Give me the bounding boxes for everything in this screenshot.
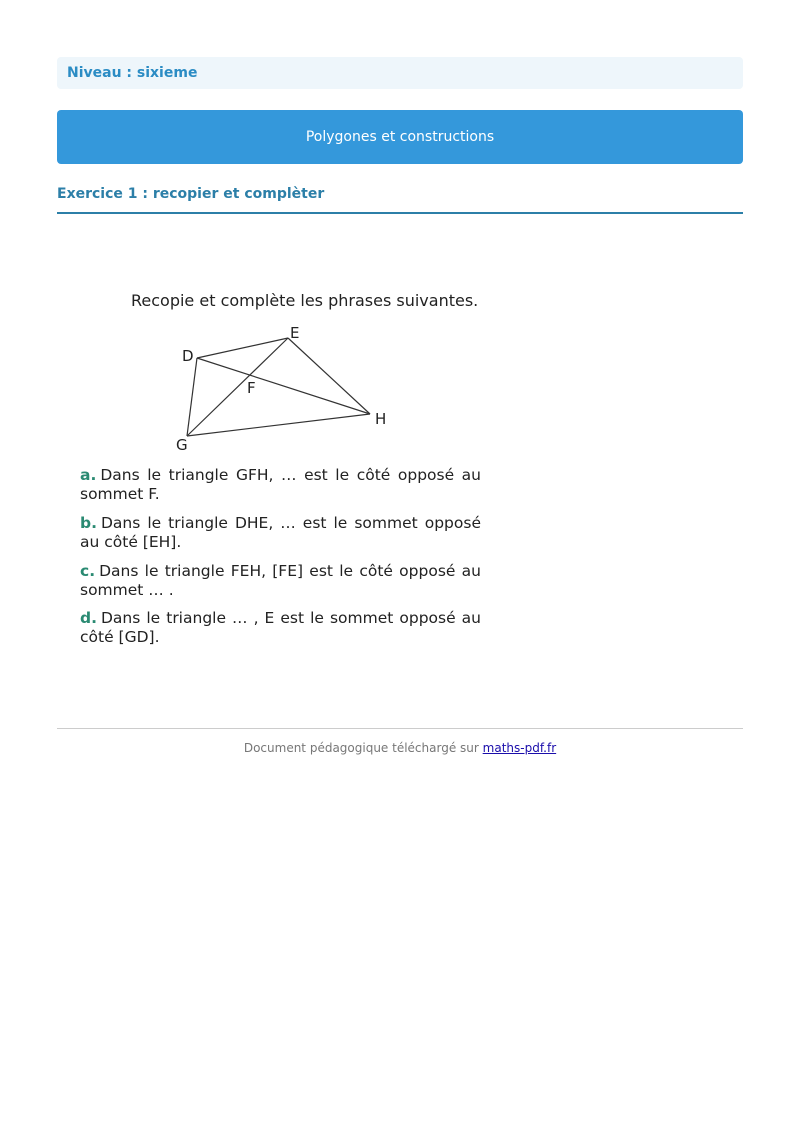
- footer-link[interactable]: maths-pdf.fr: [482, 741, 557, 755]
- label-f: F: [247, 379, 256, 397]
- question-letter: a.: [80, 466, 97, 484]
- footer-text: Document pédagogique téléchargé sur: [243, 741, 479, 755]
- question-d: [80, 609, 481, 647]
- segment-eh: [288, 338, 370, 414]
- question-text: Dans le triangle … , E est le sommet opposé au côté [GD].: [80, 609, 481, 646]
- segment-ge: [187, 338, 288, 436]
- label-h: H: [375, 410, 387, 428]
- level-banner: Niveau : sixieme: [57, 57, 743, 89]
- question-text: Dans le triangle DHE, … est le sommet opposé au côté [EH].: [80, 514, 481, 551]
- chapter-title: Polygones et constructions: [57, 110, 743, 164]
- segment-de: [197, 338, 288, 358]
- segment-hg: [187, 414, 370, 436]
- question-a: [80, 466, 481, 504]
- label-g: G: [176, 436, 188, 454]
- footer-divider: [57, 728, 743, 729]
- question-letter: b.: [80, 514, 97, 532]
- segment-gd: [187, 358, 197, 436]
- question-b: [80, 514, 481, 552]
- question-letter: d.: [80, 609, 97, 627]
- question-c: [80, 562, 481, 600]
- exercise-instructions: Recopie et complète les phrases suivantes.: [131, 291, 479, 310]
- question-letter: c.: [80, 562, 96, 580]
- label-e: E: [290, 324, 300, 342]
- exercise-title: Exercice 1 : recopier et complèter: [57, 186, 743, 214]
- footer: [0, 741, 800, 755]
- question-text: Dans le triangle GFH, … est le côté opposé au sommet F.: [80, 466, 481, 503]
- question-text: Dans le triangle FEH, [FE] est le côté opposé au sommet … .: [80, 562, 481, 599]
- label-d: D: [182, 347, 194, 365]
- segment-dh: [197, 358, 370, 414]
- geometry-figure: [165, 320, 395, 460]
